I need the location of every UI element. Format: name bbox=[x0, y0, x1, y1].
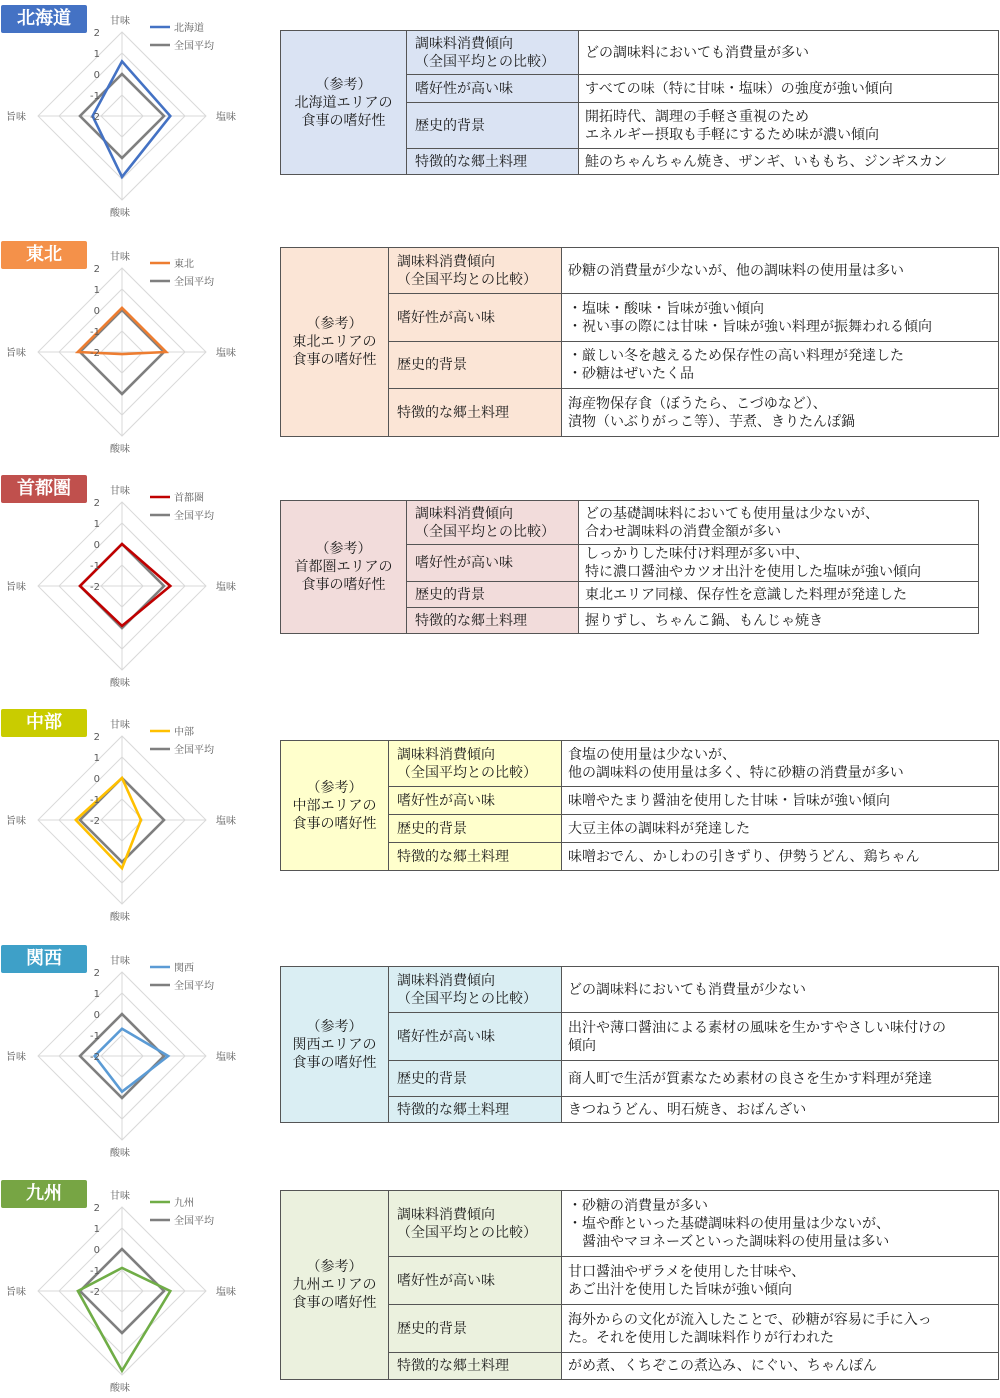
radar-grid bbox=[38, 502, 206, 670]
area-label: （参考） 首都圏エリアの 食事の嗜好性 bbox=[281, 501, 407, 634]
area-label: （参考） 東北エリアの 食事の嗜好性 bbox=[281, 248, 389, 437]
axis-label: 酸味 bbox=[110, 912, 130, 923]
radar-chart bbox=[0, 709, 245, 925]
table-row bbox=[281, 1305, 999, 1353]
row-label: 嗜好性が高い味 bbox=[389, 294, 562, 342]
tick-label: 1 bbox=[93, 753, 100, 764]
row-label: 特徴的な郷土料理 bbox=[407, 149, 579, 175]
row-label: 特徴的な郷土料理 bbox=[389, 843, 562, 871]
legend-label: 中部 bbox=[174, 727, 194, 738]
row-value: どの基礎調味料においても使用量は少ないが、 合わせ調味料の消費金額が多い bbox=[579, 501, 979, 545]
radar-chart bbox=[0, 945, 245, 1161]
region-badge: 関西 bbox=[1, 945, 87, 973]
table-row bbox=[281, 248, 999, 294]
tick-label: 1 bbox=[93, 519, 100, 530]
tick-label: 1 bbox=[93, 285, 100, 296]
radar-chart bbox=[0, 475, 245, 691]
row-label: 嗜好性が高い味 bbox=[407, 75, 579, 103]
row-value: どの調味料においても消費量が多い bbox=[579, 31, 999, 75]
preference-table bbox=[280, 966, 999, 1123]
row-value: 鮭のちゃんちゃん焼き、ザンギ、いももち、ジンギスカン bbox=[579, 149, 999, 175]
row-label: 歴史的背景 bbox=[389, 342, 562, 389]
row-label: 調味料消費傾向 （全国平均との比較） bbox=[389, 741, 562, 787]
row-value: 食塩の使用量は少ないが、 他の調味料の使用量は多く、特に砂糖の消費量が多い bbox=[562, 741, 999, 787]
table-row bbox=[281, 843, 999, 871]
row-value: 甘口醤油やザラメを使用した甘味や、 あご出汁を使用した旨味が強い傾向 bbox=[562, 1257, 999, 1305]
row-label: 歴史的背景 bbox=[389, 815, 562, 843]
tick-label: 2 bbox=[93, 264, 100, 275]
table-row bbox=[281, 787, 999, 815]
row-value: しっかりした味付け料理が多い中、 特に濃口醤油やカツオ出汁を使用した塩味が強い傾向 bbox=[579, 545, 979, 582]
legend bbox=[150, 491, 214, 522]
tick-label: -2 bbox=[90, 816, 100, 827]
radar-chart bbox=[0, 1180, 245, 1396]
row-value: 味噌おでん、かしわの引きずり、伊勢うどん、鶏ちゃん bbox=[562, 843, 999, 871]
legend-label: 東北 bbox=[174, 259, 194, 270]
table-row bbox=[281, 967, 999, 1013]
tick-label: 0 bbox=[93, 540, 100, 551]
legend-label: 全国平均 bbox=[174, 41, 214, 52]
row-value: がめ煮、くちぞこの煮込み、にぐい、ちゃんぽん bbox=[562, 1353, 999, 1380]
tick-label: -2 bbox=[90, 1287, 100, 1298]
axis-label: 塩味 bbox=[216, 1287, 236, 1298]
tick-label: -2 bbox=[90, 112, 100, 123]
row-label: 調味料消費傾向 （全国平均との比較） bbox=[407, 31, 579, 75]
row-label: 調味料消費傾向 （全国平均との比較） bbox=[389, 248, 562, 294]
tick-label: -2 bbox=[90, 582, 100, 593]
row-value: 海外からの文化が流入したことで、砂糖が容易に手に入っ た。それを使用した調味料作りが行われた bbox=[562, 1305, 999, 1353]
area-label: （参考） 九州エリアの 食事の嗜好性 bbox=[281, 1191, 389, 1380]
row-label: 特徴的な郷土料理 bbox=[407, 608, 579, 634]
row-label: 調味料消費傾向 （全国平均との比較） bbox=[407, 501, 579, 545]
axis-label: 酸味 bbox=[110, 444, 130, 455]
tick-label: -1 bbox=[90, 1266, 100, 1277]
preference-table bbox=[280, 30, 999, 175]
row-label: 嗜好性が高い味 bbox=[389, 1257, 562, 1305]
row-label: 特徴的な郷土料理 bbox=[389, 1353, 562, 1380]
row-label: 調味料消費傾向 （全国平均との比較） bbox=[389, 1191, 562, 1257]
preference-table bbox=[280, 740, 999, 871]
axis-label: 旨味 bbox=[6, 816, 26, 827]
row-value: 開拓時代、調理の手軽さ重視のため エネルギー摂取も手軽にするため味が濃い傾向 bbox=[579, 103, 999, 149]
row-label: 嗜好性が高い味 bbox=[389, 787, 562, 815]
series-line-region bbox=[76, 778, 141, 868]
table-row bbox=[281, 1013, 999, 1061]
row-value: ・塩味・酸味・旨味が強い傾向 ・祝い事の際には甘味・旨味が強い料理が振舞われる傾向 bbox=[562, 294, 999, 342]
legend-label: 北海道 bbox=[174, 23, 204, 34]
legend bbox=[150, 725, 214, 756]
axis-label: 旨味 bbox=[6, 1052, 26, 1063]
region-badge: 中部 bbox=[1, 709, 87, 737]
tick-label: 0 bbox=[93, 70, 100, 81]
legend-label: 首都圏 bbox=[174, 493, 204, 504]
row-label: 歴史的背景 bbox=[389, 1061, 562, 1097]
table-row bbox=[281, 1097, 999, 1123]
tick-label: 2 bbox=[93, 732, 100, 743]
tick-label: 2 bbox=[93, 498, 100, 509]
table-row bbox=[281, 31, 999, 75]
row-value: 商人町で生活が質素なため素材の良さを生かす料理が発達 bbox=[562, 1061, 999, 1097]
region-badge: 東北 bbox=[1, 241, 87, 269]
axis-label: 旨味 bbox=[6, 112, 26, 123]
legend-label: 全国平均 bbox=[174, 745, 214, 756]
radar-grid bbox=[38, 268, 206, 436]
radar-grid bbox=[38, 736, 206, 904]
tick-label: -2 bbox=[90, 348, 100, 359]
legend-label: 全国平均 bbox=[174, 511, 214, 522]
row-value: 大豆主体の調味料が発達した bbox=[562, 815, 999, 843]
radar-chart bbox=[0, 5, 245, 221]
tick-label: 2 bbox=[93, 1203, 100, 1214]
table-row bbox=[281, 294, 999, 342]
table-row bbox=[281, 1191, 999, 1257]
region-badge: 北海道 bbox=[1, 5, 87, 33]
area-label: （参考） 中部エリアの 食事の嗜好性 bbox=[281, 741, 389, 871]
table-row bbox=[281, 815, 999, 843]
preference-table bbox=[280, 500, 979, 634]
region-badge: 首都圏 bbox=[1, 475, 87, 503]
axis-label: 旨味 bbox=[6, 1287, 26, 1298]
legend-label: 関西 bbox=[174, 963, 194, 974]
legend bbox=[150, 257, 214, 288]
axis-label: 塩味 bbox=[216, 348, 236, 359]
axis-label: 旨味 bbox=[6, 582, 26, 593]
row-label: 特徴的な郷土料理 bbox=[389, 1097, 562, 1123]
tick-label: -1 bbox=[90, 561, 100, 572]
row-label: 嗜好性が高い味 bbox=[407, 545, 579, 582]
row-label: 歴史的背景 bbox=[407, 582, 579, 608]
tick-label: 2 bbox=[93, 968, 100, 979]
tick-label: 1 bbox=[93, 989, 100, 1000]
row-value: 味噌やたまり醤油を使用した甘味・旨味が強い傾向 bbox=[562, 787, 999, 815]
row-label: 調味料消費傾向 （全国平均との比較） bbox=[389, 967, 562, 1013]
axis-label: 甘味 bbox=[110, 1191, 130, 1202]
row-value: 海産物保存食（ぼうたら、こづゆなど）、 漬物（いぶりがっこ等）、芋煮、きりたんぽ鍋 bbox=[562, 389, 999, 437]
legend-label: 全国平均 bbox=[174, 277, 214, 288]
tick-label: -1 bbox=[90, 795, 100, 806]
tick-label: -2 bbox=[90, 1052, 100, 1063]
tick-label: 0 bbox=[93, 1245, 100, 1256]
axis-label: 酸味 bbox=[110, 208, 130, 219]
axis-label: 酸味 bbox=[110, 678, 130, 689]
tick-label: 1 bbox=[93, 1224, 100, 1235]
tick-label: 0 bbox=[93, 1010, 100, 1021]
axis-label: 塩味 bbox=[216, 582, 236, 593]
table-row bbox=[281, 1257, 999, 1305]
preference-table bbox=[280, 247, 999, 437]
legend bbox=[150, 962, 214, 992]
table-row bbox=[281, 501, 979, 545]
row-value: ・厳しい冬を越えるため保存性の高い料理が発達した ・砂糖はぜいたく品 bbox=[562, 342, 999, 389]
radar-grid bbox=[38, 972, 206, 1140]
row-label: 歴史的背景 bbox=[389, 1305, 562, 1353]
table-row bbox=[281, 1061, 999, 1097]
row-value: 砂糖の消費量が少ないが、他の調味料の使用量は多い bbox=[562, 248, 999, 294]
axis-label: 旨味 bbox=[6, 348, 26, 359]
row-label: 歴史的背景 bbox=[407, 103, 579, 149]
row-value: すべての味（特に甘味・塩味）の強度が強い傾向 bbox=[579, 75, 999, 103]
axis-label: 塩味 bbox=[216, 1052, 236, 1063]
row-value: 出汁や薄口醤油による素材の風味を生かすやさしい味付けの 傾向 bbox=[562, 1013, 999, 1061]
row-label: 嗜好性が高い味 bbox=[389, 1013, 562, 1061]
tick-label: 2 bbox=[93, 28, 100, 39]
preference-table bbox=[280, 1190, 999, 1380]
tick-label: 1 bbox=[93, 49, 100, 60]
region-badge: 九州 bbox=[1, 1180, 87, 1208]
axis-label: 甘味 bbox=[110, 16, 130, 27]
table-row bbox=[281, 342, 999, 389]
table-row bbox=[281, 389, 999, 437]
axis-label: 酸味 bbox=[110, 1148, 130, 1159]
legend-label: 九州 bbox=[174, 1198, 194, 1209]
row-value: きつねうどん、明石焼き、おばんざい bbox=[562, 1097, 999, 1123]
area-label: （参考） 北海道エリアの 食事の嗜好性 bbox=[281, 31, 407, 175]
table-row bbox=[281, 1353, 999, 1380]
axis-label: 酸味 bbox=[110, 1383, 130, 1394]
axis-label: 甘味 bbox=[110, 252, 130, 263]
legend-label: 全国平均 bbox=[174, 981, 214, 992]
axis-label: 甘味 bbox=[110, 720, 130, 731]
axis-label: 甘味 bbox=[110, 486, 130, 497]
tick-label: 0 bbox=[93, 306, 100, 317]
row-value: どの調味料においても消費量が少ない bbox=[562, 967, 999, 1013]
tick-label: -1 bbox=[90, 1031, 100, 1042]
row-value: 握りずし、ちゃんこ鍋、もんじゃ焼き bbox=[579, 608, 979, 634]
axis-label: 塩味 bbox=[216, 112, 236, 123]
axis-label: 塩味 bbox=[216, 816, 236, 827]
area-label: （参考） 関西エリアの 食事の嗜好性 bbox=[281, 967, 389, 1123]
radar-chart bbox=[0, 241, 245, 457]
tick-label: -1 bbox=[90, 91, 100, 102]
legend bbox=[150, 21, 214, 52]
legend-label: 全国平均 bbox=[174, 1216, 214, 1227]
row-value: ・砂糖の消費量が多い ・塩や酢といった基礎調味料の使用量は少ないが、 醤油やマヨネーズといった調味料の使用量は多い bbox=[562, 1191, 999, 1257]
tick-label: 0 bbox=[93, 774, 100, 785]
radar-grid bbox=[38, 1207, 206, 1375]
table-row bbox=[281, 741, 999, 787]
row-label: 特徴的な郷土料理 bbox=[389, 389, 562, 437]
row-value: 東北エリア同様、保存性を意識した料理が発達した bbox=[579, 582, 979, 608]
legend bbox=[150, 1196, 214, 1227]
axis-label: 甘味 bbox=[110, 956, 130, 967]
tick-label: -1 bbox=[90, 327, 100, 338]
